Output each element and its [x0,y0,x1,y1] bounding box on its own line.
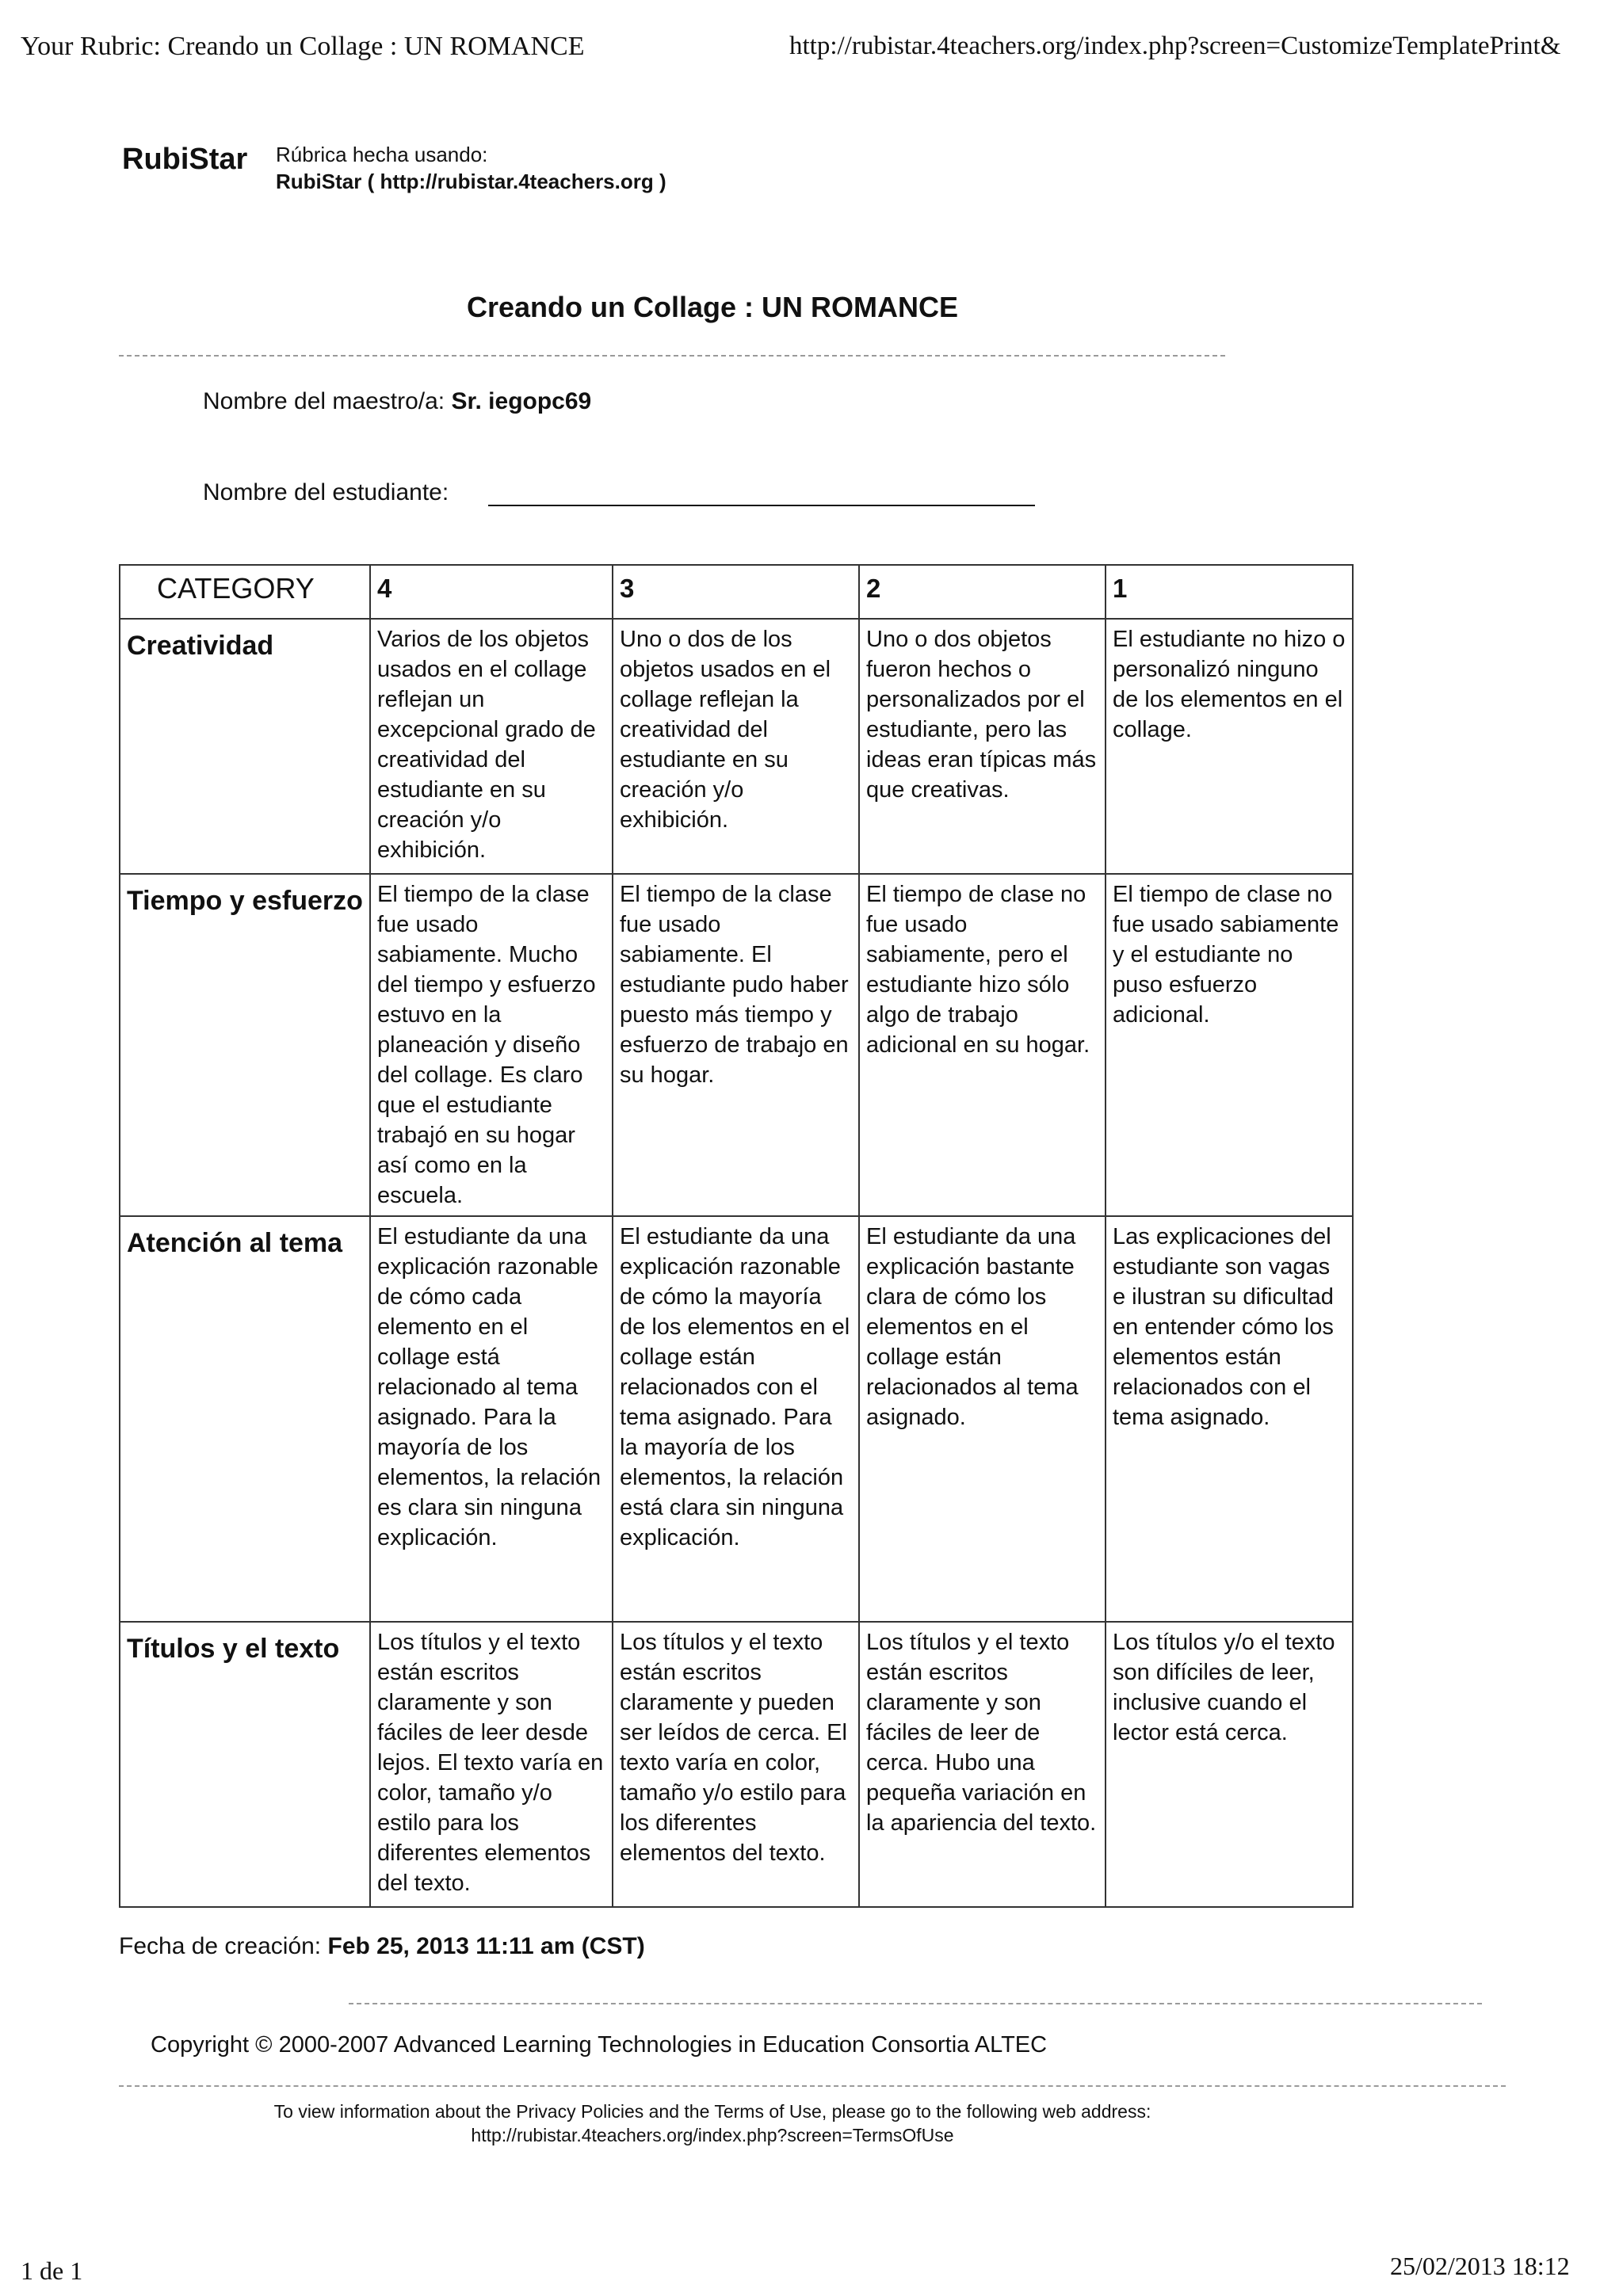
row-category: Creatividad [120,619,370,874]
table-row [120,874,1353,1216]
header-level-4: 4 [370,565,613,619]
rubric-table [119,564,1354,1908]
table-row [120,1216,1353,1622]
row-category: Atención al tema [120,1216,370,1622]
student-name-field[interactable] [488,505,1035,506]
page-number: 1 de 1 [21,2256,83,2285]
terms-notice [0,2100,1425,2147]
teacher-value: Sr. iegopc69 [451,388,592,414]
header-level-1: 1 [1106,565,1353,619]
table-cell: Varios de los objetos usados en el collage reflejan un excepcional grado de creatividad del estudiante en su creación y/o exhibición. [370,619,613,874]
terms-text: To view information about the Privacy Policies and the Terms of Use, please go to the following web address: [273,2101,1151,2122]
table-cell: El estudiante no hizo o personalizó ninguno de los elementos en el collage. [1106,619,1353,874]
header-level-2: 2 [859,565,1106,619]
terms-link[interactable]: http://rubistar.4teachers.org/index.php?screen=TermsOfUse [471,2125,954,2145]
table-cell: Uno o dos de los objetos usados en el collage reflejan la creatividad del estudiante en su creación y/o exhibición. [613,619,859,874]
made-with-label: Rúbrica hecha usando: [276,143,488,166]
copyright-notice: Copyright © 2000-2007 Advanced Learning Technologies in Education Consortia ALTEC [151,2032,1048,2058]
rubric-title: Creando un Collage : UN ROMANCE [466,291,958,323]
header-level-3: 3 [613,565,859,619]
print-timestamp: 25/02/2013 18:12 [1390,2252,1570,2280]
table-cell: Uno o dos objetos fueron hechos o personalizados por el estudiante, pero las ideas eran típicas más que creativas. [859,619,1106,874]
table-cell: El tiempo de clase no fue usado sabiamente, pero el estudiante hizo sólo algo de trabajo adicional en su hogar. [859,874,1106,1216]
divider [349,2003,1482,2004]
table-cell: El tiempo de la clase fue usado sabiamente. Mucho del tiempo y esfuerzo estuvo en la planeación y diseño del collage. Es claro que el estudiante trabajó en su hogar así como en la escuela. [370,874,613,1216]
table-cell: Los títulos y el texto están escritos claramente y son fáciles de leer desde lejos. El texto varía en color, tamaño y/o estilo para los diferentes elementos del texto. [370,1622,613,1907]
table-cell: El tiempo de la clase fue usado sabiamente. El estudiante pudo haber puesto más tiempo y esfuerzo de trabajo en su hogar. [613,874,859,1216]
table-cell: Los títulos y el texto están escritos claramente y pueden ser leídos de cerca. El texto varía en color, tamaño y/o estilo para los diferentes elementos del texto. [613,1622,859,1907]
header-category: CATEGORY [120,565,370,619]
table-cell: El tiempo de clase no fue usado sabiamente y el estudiante no puso esfuerzo adicional. [1106,874,1353,1216]
rubistar-site-link[interactable]: RubiStar ( http://rubistar.4teachers.org ) [276,170,666,193]
table-cell: Las explicaciones del estudiante son vagas e ilustran su dificultad en entender cómo los elementos están relacionados con el tema asignado. [1106,1216,1353,1622]
table-cell: El estudiante da una explicación bastante clara de cómo los elementos en el collage están relacionados al tema asignado. [859,1216,1106,1622]
creation-date-value: Feb 25, 2013 11:11 am (CST) [327,1933,645,1959]
table-row [120,619,1353,874]
creation-date-label: Fecha de creación: [119,1933,322,1959]
row-category: Títulos y el texto [120,1622,370,1907]
made-with-note [276,141,666,195]
table-cell: Los títulos y/o el texto son difíciles de leer, inclusive cuando el lector está cerca. [1106,1622,1353,1907]
teacher-label: Nombre del maestro/a: [203,388,445,414]
table-cell: Los títulos y el texto están escritos claramente y son fáciles de leer de cerca. Hubo una pequeña variación en la apariencia del texto. [859,1622,1106,1907]
teacher-name [203,388,591,415]
table-cell: El estudiante da una explicación razonable de cómo la mayoría de los elementos en el collage están relacionados con el tema asignado. Para la mayoría de los elementos, la relación está clara sin ninguna explicación. [613,1216,859,1622]
divider [119,2085,1506,2087]
print-url: http://rubistar.4teachers.org/index.php?screen=CustomizeTemplatePrint& [789,32,1561,60]
creation-date [119,1933,645,1960]
rubistar-logo: RubiStar [122,143,248,176]
table-header-row [120,565,1353,619]
print-page-title: Your Rubric: Creando un Collage : UN ROMANCE [21,32,585,61]
table-row [120,1622,1353,1907]
divider [119,355,1225,357]
row-category: Tiempo y esfuerzo [120,874,370,1216]
student-name-label: Nombre del estudiante: [203,479,449,505]
table-cell: El estudiante da una explicación razonable de cómo cada elemento en el collage está relacionado al tema asignado. Para la mayoría de los elementos, la relación es clara sin ninguna explicación. [370,1216,613,1622]
